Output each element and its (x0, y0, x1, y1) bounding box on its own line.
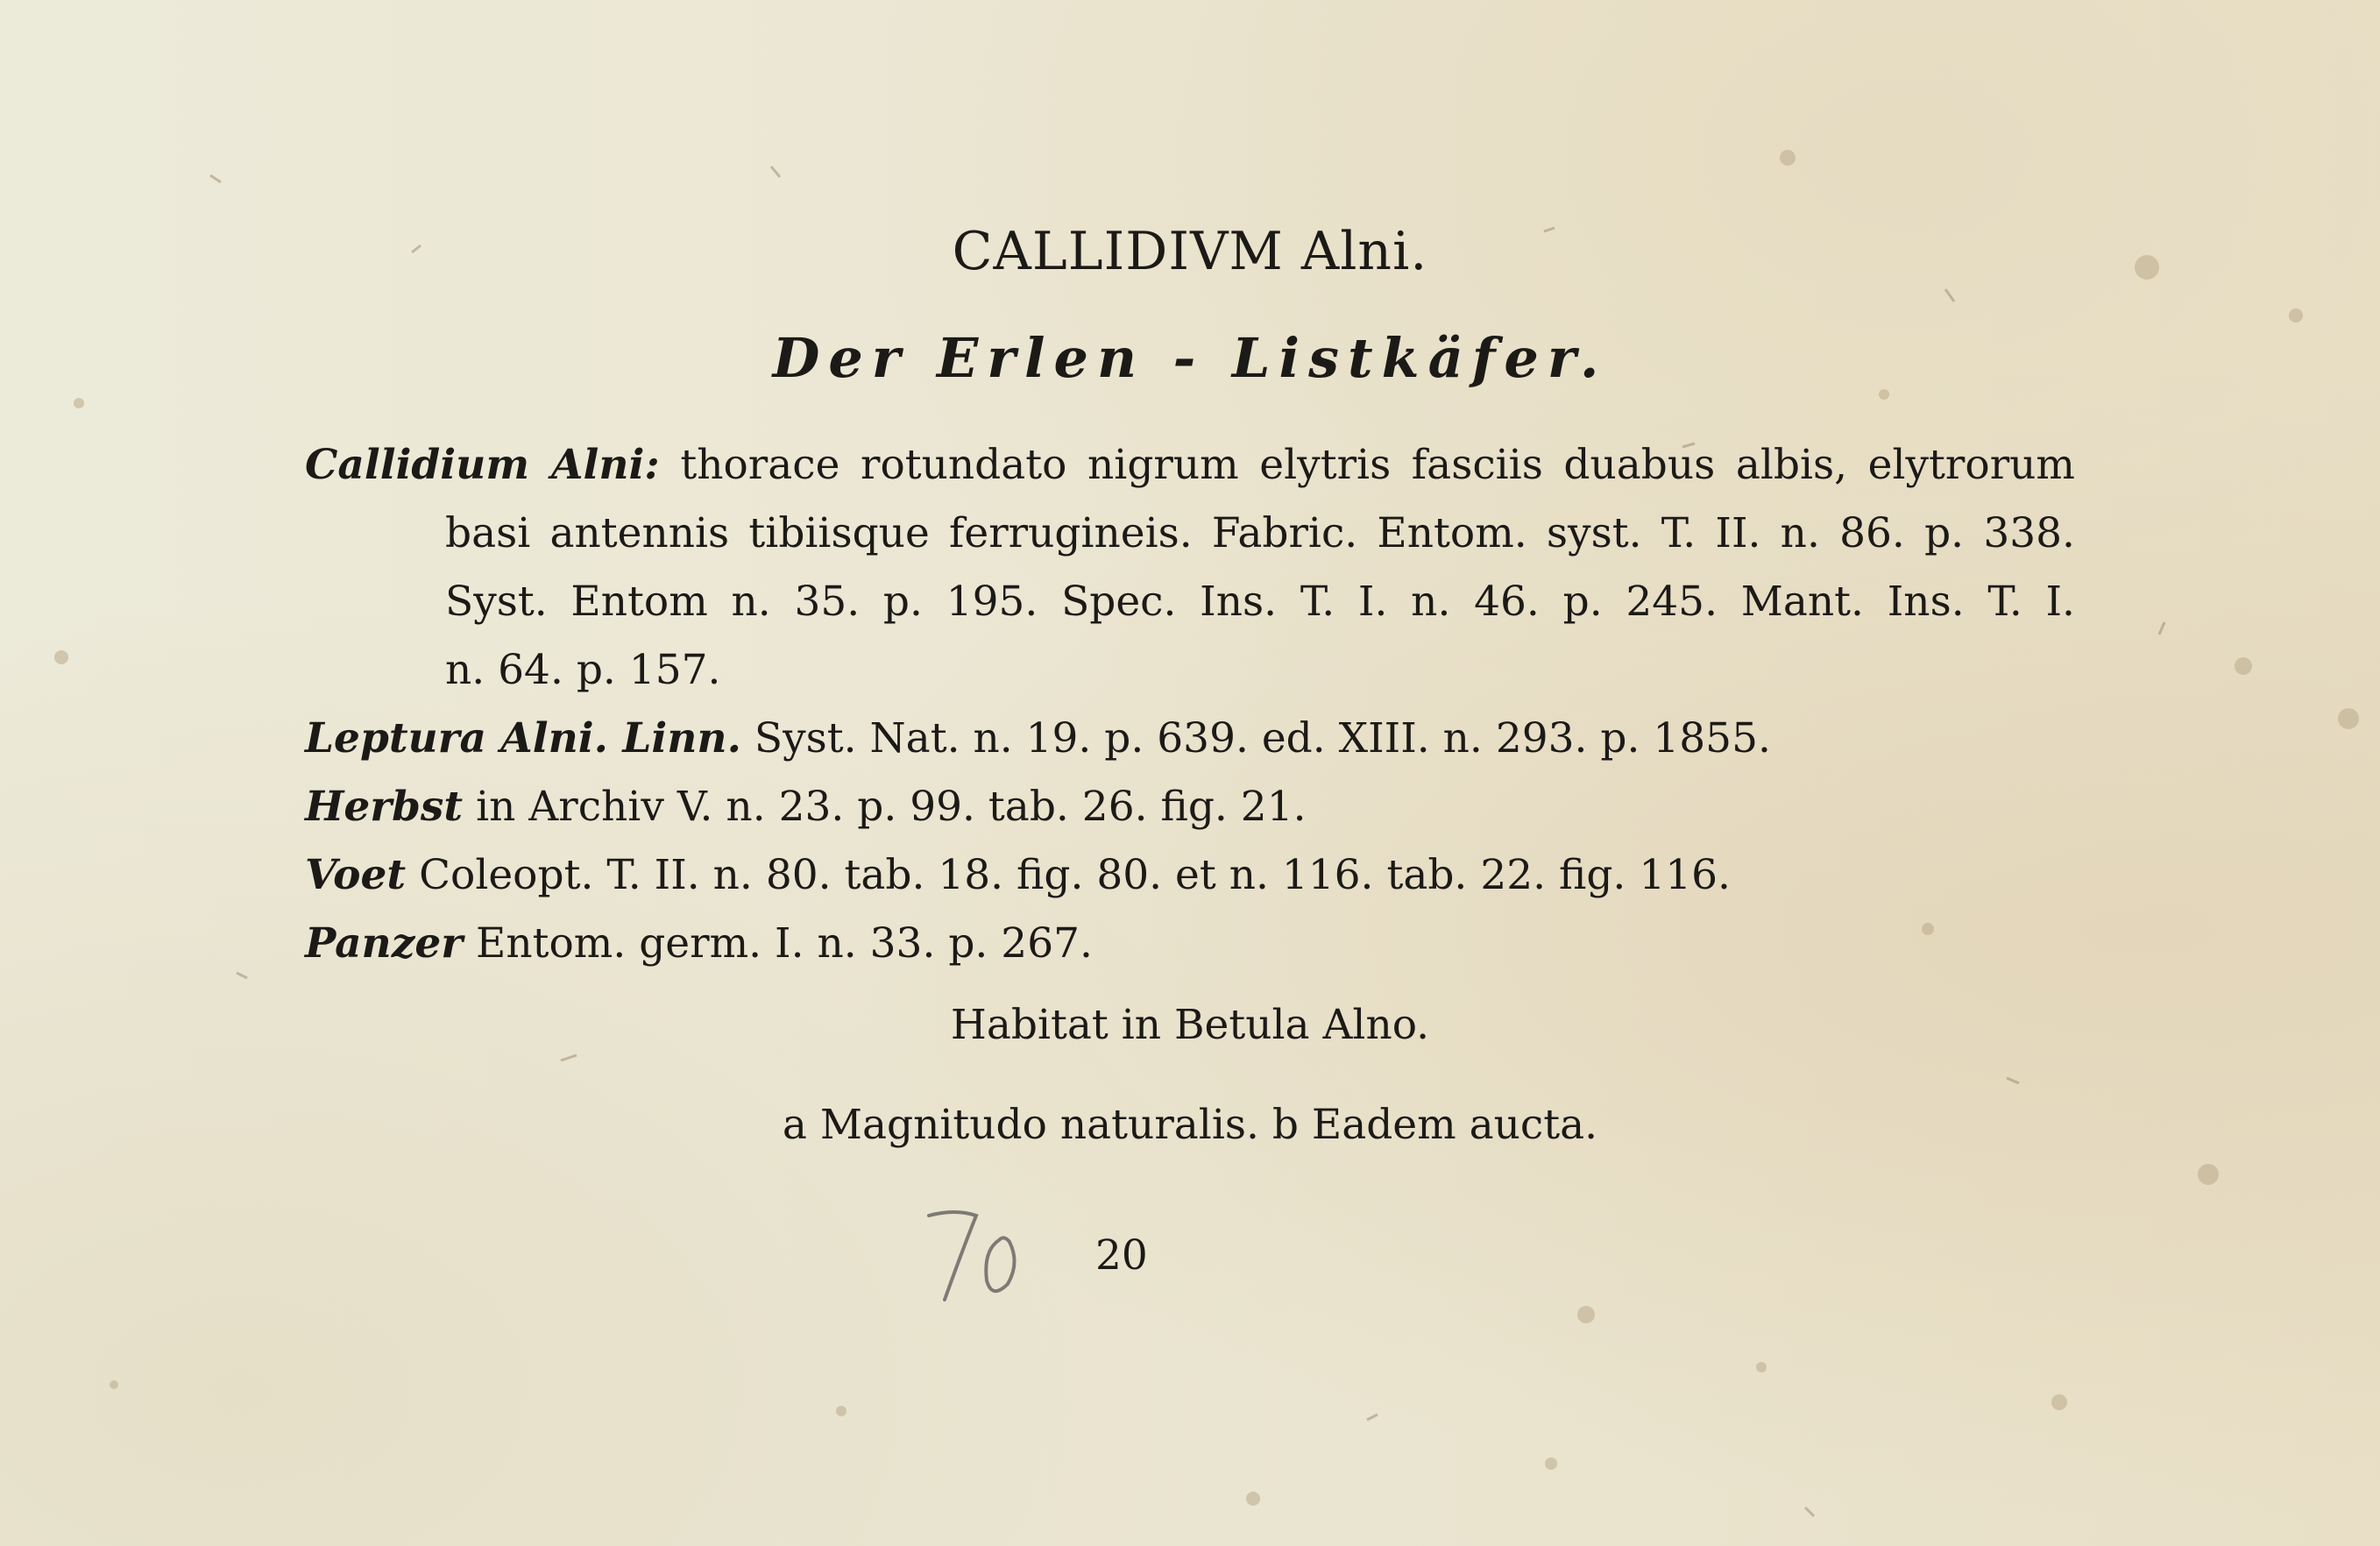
entry-line: Syst. Entom n. 35. p. 195. Spec. Ins. T. I. n. 46. p. 245. Mant. Ins. T. I. (445, 578, 2075, 626)
entry-line: n. 64. p. 157. (445, 646, 721, 694)
figure-caption: a Magnitudo naturalis. b Eadem aucta. (782, 1101, 1598, 1149)
entry-text: in Archiv V. n. 23. p. 99. tab. 26. fig. 21. (476, 783, 1307, 831)
german-subtitle: Der Erlen - Listkäfer. (772, 326, 1608, 390)
synonymy-entry-panzer (305, 910, 2075, 978)
entry-text: Coleopt. T. II. n. 80. tab. 18. fig. 80. et n. 116. tab. 22. fig. 116. (419, 851, 1731, 899)
entry-line (305, 431, 2075, 500)
entry-text: thorace rotundato nigrum elytris fasciis duabus albis, elytrorum (680, 441, 2075, 489)
page-number: 20 (1095, 1231, 1148, 1280)
entry-line: basi antennis tibiisque ferrugineis. Fabric. Entom. syst. T. II. n. 86. p. 338. (445, 509, 2075, 557)
habitat-line: Habitat in Betula Alno. (950, 1001, 1430, 1049)
synonymy-entry-fabricius (305, 431, 2075, 705)
synonymy-entry-herbst (305, 773, 2075, 841)
entry-lead: Callidium Alni: (305, 441, 660, 489)
entry-text: Syst. Nat. n. 19. p. 639. ed. XIII. n. 293. p. 1855. (754, 714, 1771, 762)
entry-lead: Herbst (305, 783, 464, 831)
pencil-annotation (911, 1196, 1043, 1310)
synonymy-list (305, 431, 2075, 978)
page-title: CALLIDIVM Alni. (952, 221, 1428, 282)
entry-text: Entom. germ. I. n. 33. p. 267. (476, 919, 1093, 968)
entry-lead: Voet (305, 851, 407, 899)
synonymy-entry-voet (305, 841, 2075, 910)
synonymy-entry-linnaeus (305, 705, 2075, 773)
entry-lead: Leptura Alni. Linn. (305, 714, 741, 762)
entry-lead: Panzer (305, 919, 464, 968)
